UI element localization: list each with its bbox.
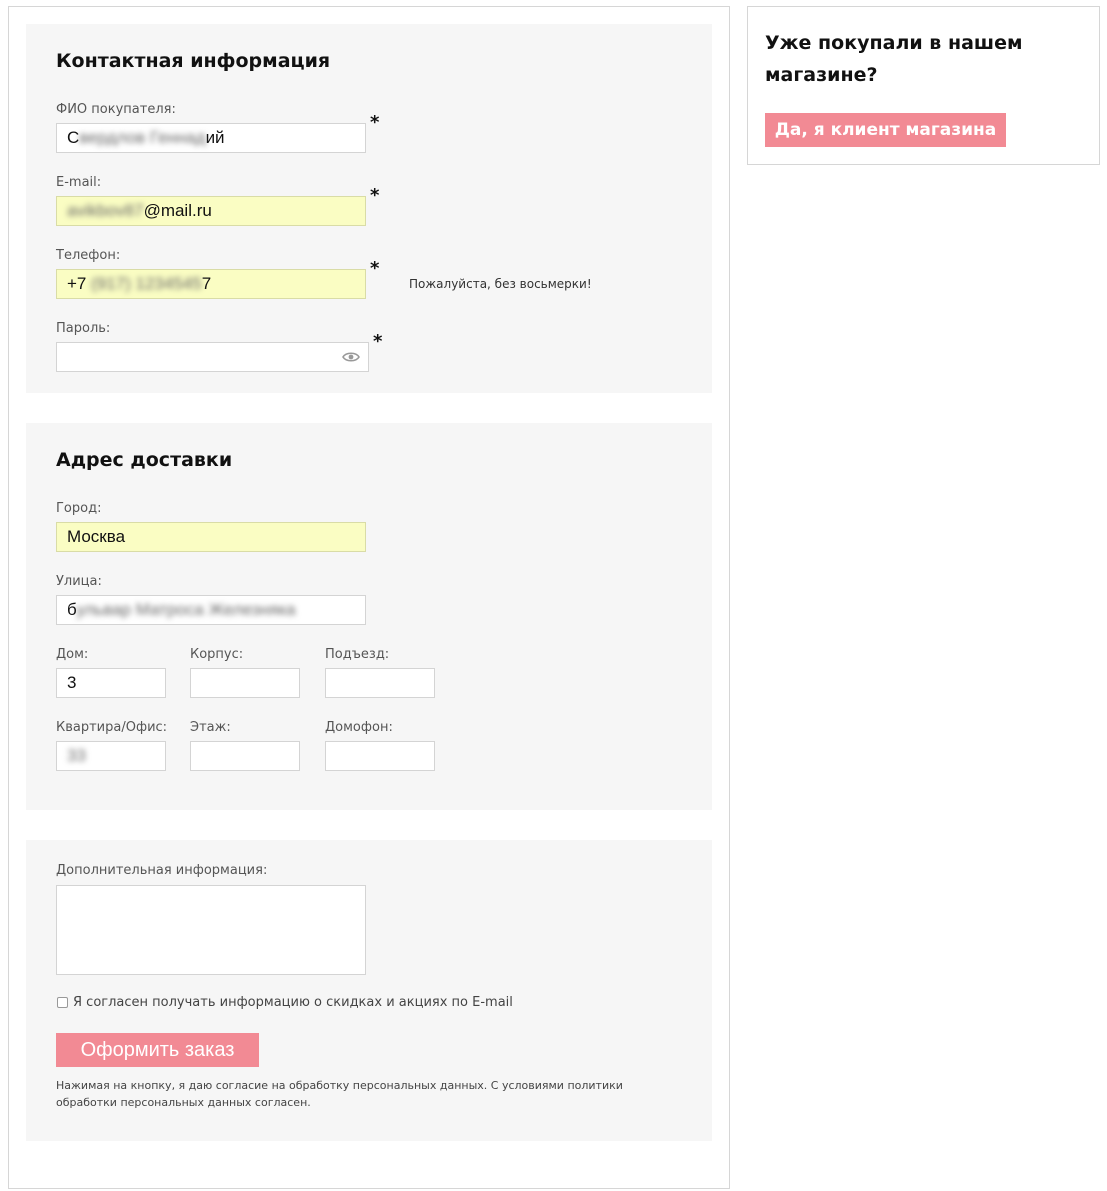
fio-required-mark: * bbox=[370, 112, 380, 133]
street-value-first: б bbox=[67, 600, 77, 619]
apartment-input[interactable] bbox=[56, 741, 166, 771]
email-required-mark: * bbox=[370, 185, 380, 206]
fio-input[interactable] bbox=[56, 123, 366, 153]
street-value-blurred: ульвар Матроса Железняка bbox=[76, 600, 296, 619]
consent-text: Нажимая на кнопку, я даю согласие на обработку персональных данных. С условиями политики обработки персональных данных согласен. bbox=[56, 1079, 623, 1109]
returning-customer-box bbox=[747, 6, 1100, 165]
phone-input[interactable] bbox=[56, 269, 366, 299]
returning-customer-title: Уже покупали в нашем магазине? bbox=[765, 32, 1023, 86]
building-input[interactable] bbox=[190, 668, 300, 698]
phone-last-digit: 7 bbox=[201, 274, 212, 293]
fio-value-blurred: вердлов Геннад bbox=[79, 128, 206, 147]
additional-info-textarea[interactable] bbox=[56, 885, 366, 975]
password-required-mark: * bbox=[373, 331, 383, 352]
returning-customer-button[interactable]: Да, я клиент магазина bbox=[765, 113, 1006, 147]
checkout-form-frame bbox=[8, 6, 730, 1189]
city-input[interactable]: Москва bbox=[56, 522, 366, 552]
entrance-input[interactable] bbox=[325, 668, 435, 698]
place-order-button[interactable]: Оформить заказ bbox=[56, 1033, 259, 1067]
street-input[interactable] bbox=[56, 595, 366, 625]
street-label: Улица: bbox=[56, 574, 102, 589]
eye-icon[interactable] bbox=[342, 351, 360, 363]
fio-label: ФИО покупателя: bbox=[56, 102, 176, 117]
city-label: Город: bbox=[56, 501, 102, 516]
intercom-label: Домофон: bbox=[325, 720, 393, 735]
delivery-address-section bbox=[26, 423, 712, 810]
intercom-input[interactable] bbox=[325, 741, 435, 771]
email-input[interactable] bbox=[56, 196, 366, 226]
fio-value-first: С bbox=[67, 128, 80, 147]
additional-info-section bbox=[26, 840, 712, 1141]
floor-input[interactable] bbox=[190, 741, 300, 771]
email-label: E-mail: bbox=[56, 175, 102, 190]
floor-label: Этаж: bbox=[190, 720, 231, 735]
address-section-title: Адрес доставки bbox=[56, 449, 233, 471]
contact-section-title: Контактная информация bbox=[56, 50, 331, 72]
phone-required-mark: * bbox=[370, 258, 380, 279]
fio-value-last: ий bbox=[205, 128, 225, 147]
subscribe-label[interactable]: Я согласен получать информацию о скидках и акциях по E-mail bbox=[73, 995, 513, 1010]
phone-value-blurred: (917) 1234545 bbox=[91, 274, 202, 293]
email-domain: @mail.ru bbox=[143, 201, 212, 220]
email-value-blurred: avikbov87 bbox=[67, 201, 144, 220]
phone-label: Телефон: bbox=[56, 248, 121, 263]
building-label: Корпус: bbox=[190, 647, 244, 662]
subscribe-checkbox[interactable] bbox=[57, 997, 68, 1008]
apartment-value-blurred: 33 bbox=[67, 746, 86, 765]
phone-hint: Пожалуйста, без восьмерки! bbox=[409, 277, 592, 291]
entrance-label: Подъезд: bbox=[325, 647, 390, 662]
house-label: Дом: bbox=[56, 647, 89, 662]
contact-info-section bbox=[26, 24, 712, 393]
password-input[interactable] bbox=[56, 342, 369, 372]
additional-info-label: Дополнительная информация: bbox=[56, 863, 268, 878]
apartment-label: Квартира/Офис: bbox=[56, 720, 168, 735]
password-label: Пароль: bbox=[56, 321, 111, 336]
phone-prefix: +7 bbox=[67, 274, 92, 293]
house-input[interactable]: 3 bbox=[56, 668, 166, 698]
